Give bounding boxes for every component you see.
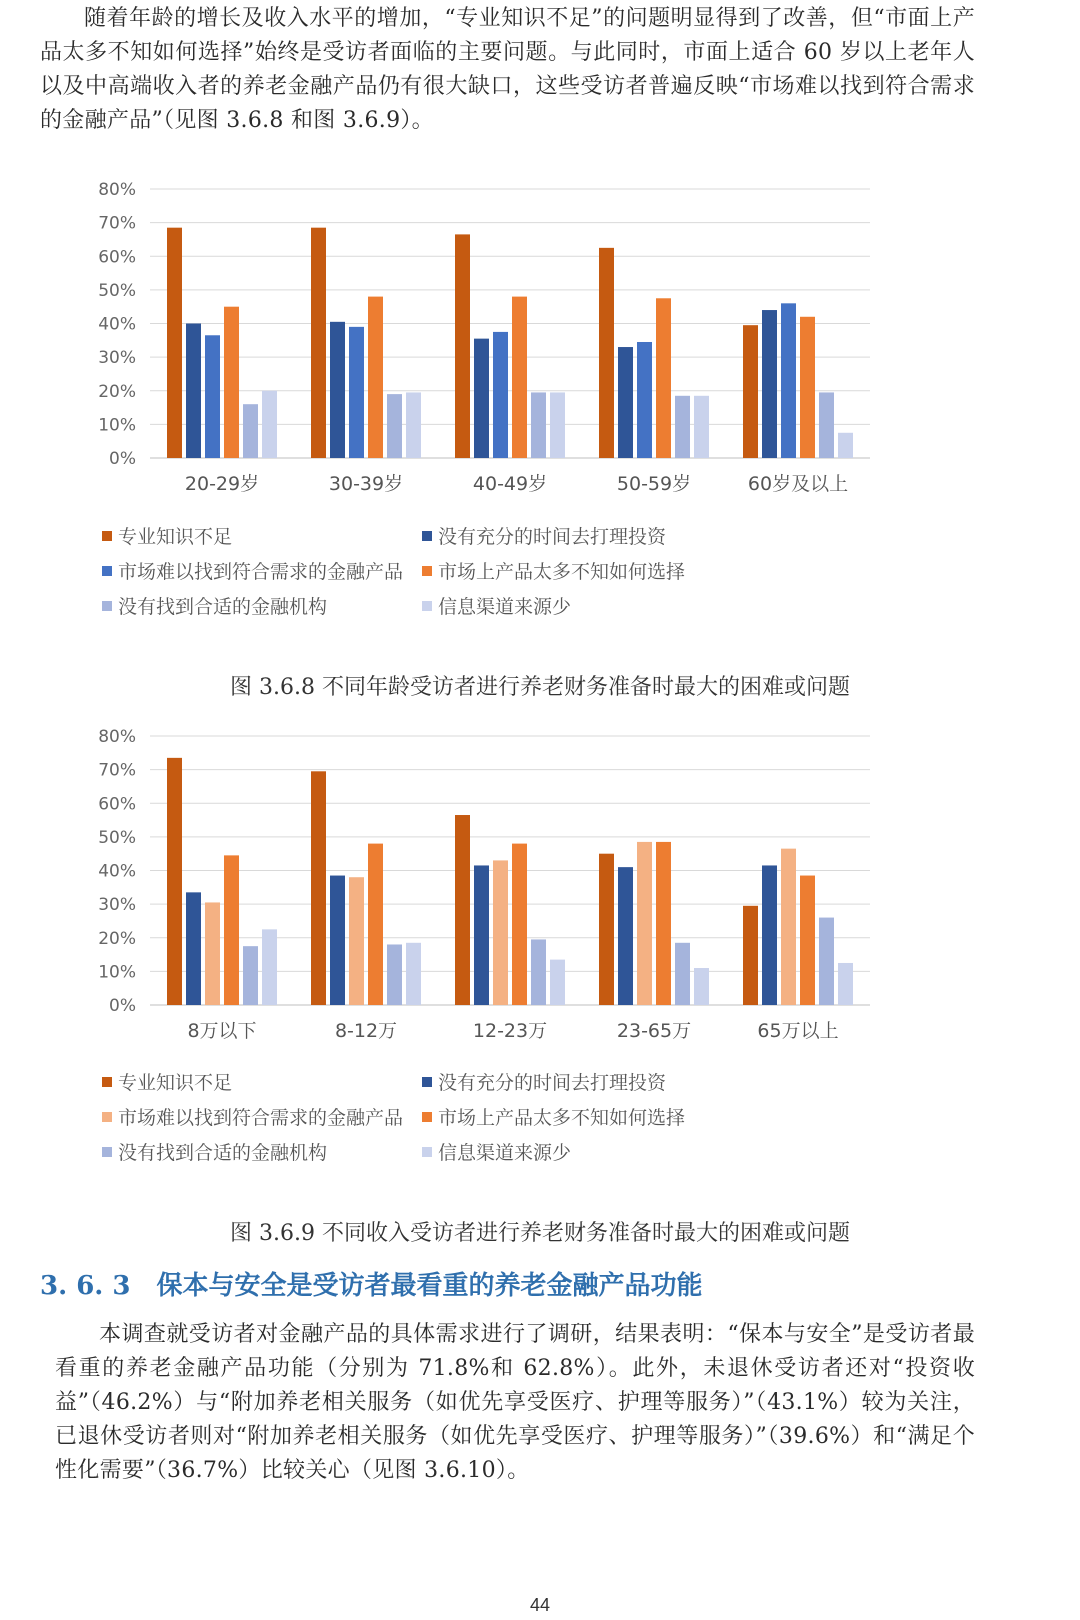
bar <box>838 433 853 458</box>
bar <box>599 854 614 1005</box>
legend-swatch <box>102 1112 112 1122</box>
x-category-label: 60岁及以上 <box>747 473 849 495</box>
bar <box>167 228 182 458</box>
legend-item <box>102 1138 422 1165</box>
legend-swatch <box>422 1112 432 1122</box>
bar <box>205 902 220 1005</box>
legend-swatch <box>102 601 112 611</box>
y-tick-label: 0% <box>109 449 136 469</box>
legend-item <box>102 557 422 584</box>
legend-label: 市场上产品太多不知如何选择 <box>438 1107 686 1129</box>
x-category-label: 40-49岁 <box>472 473 548 495</box>
bar <box>311 771 326 1005</box>
x-category-label: 30-39岁 <box>328 473 404 495</box>
legend-label: 专业知识不足 <box>118 526 233 548</box>
page-number: 44 <box>529 1595 551 1615</box>
bar <box>800 876 815 1005</box>
bar <box>675 396 690 458</box>
y-tick-label: 50% <box>98 280 136 301</box>
y-tick-label: 20% <box>98 381 136 402</box>
x-category-label: 50-59岁 <box>616 473 692 495</box>
legend-label: 没有充分的时间去打理投资 <box>438 1072 667 1094</box>
bar <box>531 392 546 458</box>
bar <box>262 929 277 1005</box>
bar <box>406 392 421 458</box>
legend-label: 没有充分的时间去打理投资 <box>438 526 667 548</box>
y-tick-label: 40% <box>98 861 136 882</box>
legend-item <box>102 592 422 619</box>
bar <box>762 310 777 458</box>
legend-swatch <box>422 531 432 541</box>
bar <box>550 960 565 1005</box>
bar <box>599 248 614 458</box>
legend-label: 信息渠道来源少 <box>438 1142 572 1164</box>
legend-swatch <box>422 566 432 576</box>
bar <box>656 298 671 458</box>
bar <box>387 944 402 1005</box>
legend-swatch <box>422 601 432 611</box>
bar <box>550 392 565 458</box>
legend-item <box>422 1068 742 1095</box>
bar <box>493 860 508 1005</box>
y-tick-label: 60% <box>98 794 136 815</box>
bar <box>330 876 345 1005</box>
bar <box>387 394 402 458</box>
legend-item <box>102 522 422 549</box>
bar <box>800 317 815 458</box>
legend-swatch <box>102 1147 112 1157</box>
x-category-label: 20-29岁 <box>184 473 260 495</box>
legend-label: 市场上产品太多不知如何选择 <box>438 561 686 583</box>
x-category-label: 12-23万 <box>472 1020 548 1042</box>
bar <box>694 396 709 458</box>
age-chart-legend <box>102 522 822 619</box>
y-tick-label: 80% <box>98 727 136 747</box>
legend-label: 信息渠道来源少 <box>438 596 572 618</box>
bar <box>455 234 470 458</box>
bar <box>512 844 527 1005</box>
legend-swatch <box>102 531 112 541</box>
bar <box>455 815 470 1005</box>
figure-caption-age: 图 3.6.8 不同年龄受访者进行养老财务准备时最大的困难或问题 <box>230 675 850 700</box>
bar <box>349 327 364 458</box>
legend-item <box>422 1103 742 1130</box>
legend-swatch <box>422 1147 432 1157</box>
intro-paragraph: 随着年龄的增长及收入水平的增加，“专业知识不足”的问题明显得到了改善，但“市面上产品太多不知如何选择”始终是受访者面临的主要问题。与此同时，市面上适合 60 岁以上老年人以及中高端收入者的养老金融产品仍有很大缺口，这些受访者普遍反映“市场难以找到符合需求的金融产品”（见图 3.6.8 和图 3.6.9）。 <box>40 6 975 133</box>
bar <box>311 228 326 458</box>
bar <box>512 297 527 458</box>
y-tick-label: 80% <box>98 180 136 200</box>
y-tick-label: 30% <box>98 895 136 916</box>
y-tick-label: 10% <box>98 415 136 436</box>
body-paragraph: 本调查就受访者对金融产品的具体需求进行了调研，结果表明：“保本与安全”是受访者最看重的养老金融产品功能（分别为 71.8%和 62.8%）。此外，未退休受访者还对“投资收益”（46.2%）与“附加养老相关服务（如优先享受医疗、护理等服务）”（43.1%）较为关注，已退休受访者则对“附加养老相关服务（如优先享受医疗、护理等服务）”（39.6%）和“满足个性化需要”（36.7%）比较关心（见图 3.6.10）。 <box>55 1322 975 1483</box>
y-tick-label: 10% <box>98 962 136 983</box>
legend-item <box>422 592 742 619</box>
bar <box>531 939 546 1005</box>
bar <box>243 404 258 458</box>
bar <box>406 943 421 1005</box>
legend-item <box>102 1103 422 1130</box>
bar <box>637 342 652 458</box>
legend-item <box>102 1068 422 1095</box>
bar <box>618 867 633 1005</box>
bar <box>368 297 383 458</box>
y-tick-label: 70% <box>98 213 136 234</box>
age-bar-chart-svg <box>90 175 930 515</box>
bar <box>637 842 652 1005</box>
bar <box>224 307 239 458</box>
bar <box>819 918 834 1005</box>
section-title: 保本与安全是受访者最看重的养老金融产品功能 <box>156 1271 703 1301</box>
bar <box>675 943 690 1005</box>
y-tick-label: 50% <box>98 827 136 848</box>
bar <box>349 877 364 1005</box>
legend-item <box>422 557 742 584</box>
y-tick-label: 0% <box>109 996 136 1016</box>
bar <box>330 322 345 458</box>
bar <box>224 855 239 1005</box>
y-tick-label: 40% <box>98 314 136 335</box>
bar <box>781 303 796 458</box>
bar <box>243 946 258 1005</box>
y-tick-label: 20% <box>98 928 136 949</box>
bar <box>694 968 709 1005</box>
legend-item <box>422 1138 742 1165</box>
bar <box>262 391 277 458</box>
x-category-label: 8-12万 <box>334 1020 398 1042</box>
legend-label: 没有找到合适的金融机构 <box>118 1142 328 1164</box>
bar <box>838 963 853 1005</box>
legend-swatch <box>102 1077 112 1087</box>
bar <box>781 849 796 1005</box>
bar <box>819 392 834 458</box>
bar <box>493 332 508 458</box>
y-tick-label: 70% <box>98 760 136 781</box>
bar <box>368 844 383 1005</box>
section-heading <box>40 1265 703 1302</box>
bar <box>618 347 633 458</box>
legend-label: 市场难以找到符合需求的金融产品 <box>118 561 404 583</box>
x-category-label: 65万以上 <box>757 1020 839 1042</box>
y-tick-label: 30% <box>98 348 136 369</box>
bar <box>743 906 758 1005</box>
legend-swatch <box>102 566 112 576</box>
y-tick-label: 60% <box>98 247 136 268</box>
section-number: 3. 6. 3 <box>40 1271 131 1301</box>
x-category-label: 23-65万 <box>616 1020 692 1042</box>
bar <box>656 842 671 1005</box>
legend-label: 没有找到合适的金融机构 <box>118 596 328 618</box>
legend-swatch <box>422 1077 432 1087</box>
figure-caption-income: 图 3.6.9 不同收入受访者进行养老财务准备时最大的困难或问题 <box>230 1221 850 1246</box>
x-category-label: 8万以下 <box>187 1020 257 1042</box>
bar <box>205 335 220 458</box>
income-chart-legend <box>102 1068 822 1165</box>
bar <box>474 339 489 458</box>
bar <box>762 865 777 1005</box>
legend-item <box>422 522 742 549</box>
bar <box>167 758 182 1005</box>
bar <box>186 892 201 1005</box>
legend-label: 市场难以找到符合需求的金融产品 <box>118 1107 404 1129</box>
bar <box>186 324 201 459</box>
income-bar-chart-svg <box>90 722 930 1062</box>
legend-label: 专业知识不足 <box>118 1072 233 1094</box>
bar <box>474 865 489 1005</box>
bar <box>743 325 758 458</box>
